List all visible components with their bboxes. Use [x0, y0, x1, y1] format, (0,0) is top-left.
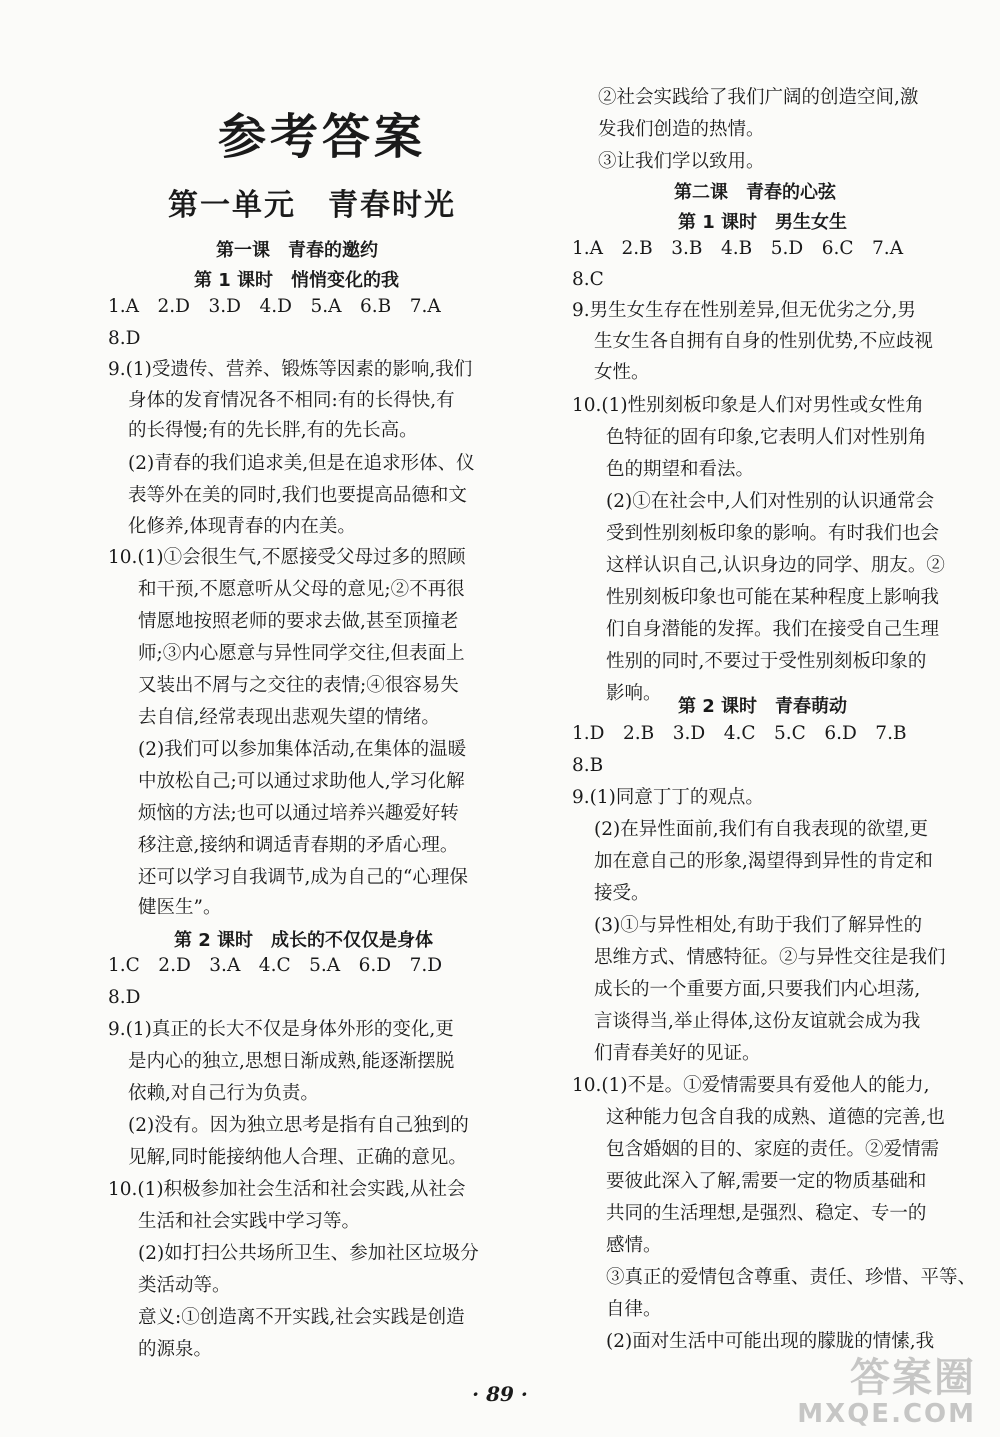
answer-line: 9.(1)受遗传、营养、锻炼等因素的影响,我们 [108, 359, 473, 380]
answer-line: 移注意,接纳和调适青春期的矛盾心理。 [138, 835, 459, 856]
answer-line: 健医生”。 [138, 897, 222, 918]
answer-line: (2)面对生活中可能出现的朦胧的情愫,我 [606, 1331, 935, 1352]
answer-line: 共同的生活理想,是强烈、稳定、专一的 [606, 1203, 927, 1224]
lesson-heading: 第一课 青春的邀约 [216, 240, 378, 261]
answer-line: 感情。 [606, 1235, 662, 1256]
watermark [797, 1357, 976, 1429]
answer-line: 中放松自己;可以通过求助他人,学习化解 [138, 771, 465, 792]
period-heading: 第 1 课时 悄悄变化的我 [194, 270, 400, 291]
answer-line: 8.C [572, 269, 604, 290]
answer-line: 9.(1)真正的长大不仅是身体外形的变化,更 [108, 1019, 454, 1040]
answer-line: 的长得慢;有的先长胖,有的先长高。 [128, 420, 418, 441]
answer-line: 包含婚姻的目的、家庭的责任。②爱情需 [606, 1139, 940, 1160]
answer-line: 意义:①创造离不开实践,社会实践是创造 [138, 1307, 465, 1328]
answer-line: 表等外在美的同时,我们也要提高品德和文 [128, 485, 467, 506]
answer-line: 还可以学习自我调节,成为自己的“心理保 [138, 867, 468, 888]
answer-line: 的源泉。 [138, 1339, 213, 1360]
answer-line: 生女生各自拥有自身的性别优势,不应歧视 [594, 331, 933, 352]
answer-line: 又装出不屑与之交往的表情;④很容易失 [138, 675, 459, 696]
answer-line: 见解,同时能接纳他人合理、正确的意见。 [128, 1147, 467, 1168]
answer-line: 1.D 2.B 3.D 4.C 5.C 6.D 7.B [572, 723, 907, 744]
answer-line: 8.D [108, 987, 141, 1008]
answer-line: 和干预,不愿意听从父母的意见;②不再很 [138, 579, 465, 600]
answer-line: 成长的一个重要方面,只要我们内心坦荡, [594, 979, 921, 1000]
answer-line: 影响。 [606, 683, 662, 704]
answer-line: 受到性别刻板印象的影响。有时我们也会 [606, 523, 940, 544]
answer-line: 思维方式、情感特征。②与异性交往是我们 [594, 947, 946, 968]
answer-line: 身体的发育情况各不相同:有的长得快,有 [128, 390, 455, 411]
page-number: · 89 · [472, 1382, 528, 1406]
answer-line: 要彼此深入了解,需要一定的物质基础和 [606, 1171, 927, 1192]
watermark-url: MXQE.COM [797, 1399, 976, 1429]
answer-line: ③让我们学以致用。 [598, 151, 765, 172]
answer-line: 是内心的独立,思想日渐成熟,能逐渐摆脱 [128, 1051, 455, 1072]
answer-line: (2)在异性面前,我们有自我表现的欲望,更 [594, 819, 928, 840]
answer-line: 们青春美好的见证。 [594, 1043, 761, 1064]
answer-line: 们自身潜能的发挥。我们在接受自己生理 [606, 619, 940, 640]
answer-line: (3)①与异性相处,有助于我们了解异性的 [594, 915, 923, 936]
answer-line: 9.男生女生存在性别差异,但无优劣之分,男 [572, 300, 916, 321]
answer-line: 依赖,对自己行为负责。 [128, 1083, 319, 1104]
answer-line: 接受。 [594, 883, 650, 904]
watermark-logo-text: 答案圈 [850, 1355, 976, 1401]
answer-line: 10.(1)性别刻板印象是人们对男性或女性角 [572, 395, 924, 416]
period-heading: 第 2 课时 成长的不仅仅是身体 [174, 930, 434, 951]
answer-line: 这种能力包含自我的成熟、道德的完善,也 [606, 1107, 945, 1128]
lesson-heading: 第二课 青春的心弦 [674, 182, 836, 203]
answer-line: 类活动等。 [138, 1275, 231, 1296]
answer-line: 性别刻板印象也可能在某种程度上影响我 [606, 587, 940, 608]
answer-line: 性别的同时,不要过于受性别刻板印象的 [606, 651, 927, 672]
answer-line: 生活和社会实践中学习等。 [138, 1211, 361, 1232]
answer-line: (2)如打扫公共场所卫生、参加社区垃圾分 [138, 1243, 479, 1264]
answer-line: 8.B [572, 755, 604, 776]
answer-line: 言谈得当,举止得体,这份友谊就会成为我 [594, 1011, 921, 1032]
answer-line: 8.D [108, 328, 141, 349]
answer-line: 女性。 [594, 362, 650, 383]
answer-line: 1.A 2.D 3.D 4.D 5.A 6.B 7.A [108, 296, 441, 317]
answer-line: 发我们创造的热情。 [598, 119, 765, 140]
answer-line: 1.A 2.B 3.B 4.B 5.D 6.C 7.A [572, 238, 904, 259]
answer-line: 化修养,体现青春的内在美。 [128, 516, 356, 537]
unit-heading: 第一单元 青春时光 [168, 188, 456, 223]
answer-line: 情愿地按照老师的要求去做,甚至顶撞老 [138, 611, 459, 632]
answer-line: 去自信,经常表现出悲观失望的情绪。 [138, 707, 440, 728]
answer-line: 自律。 [606, 1299, 662, 1320]
answer-line: 1.C 2.D 3.A 4.C 5.A 6.D 7.D [108, 955, 443, 976]
answer-line: (2)没有。因为独立思考是指有自己独到的 [128, 1115, 469, 1136]
answer-line: 10.(1)①会很生气,不愿接受父母过多的照顾 [108, 547, 466, 568]
answer-line: (2)①在社会中,人们对性别的认识通常会 [606, 491, 935, 512]
answer-line: 烦恼的方法;也可以通过培养兴趣爱好转 [138, 803, 459, 824]
answer-line: 10.(1)不是。①爱情需要具有爱他人的能力, [572, 1075, 930, 1096]
answer-line: 色特征的固有印象,它表明人们对性别角 [606, 427, 927, 448]
period-heading: 第 2 课时 青春萌动 [678, 696, 848, 717]
answer-line: ②社会实践给了我们广阔的创造空间,激 [598, 87, 919, 108]
period-heading: 第 1 课时 男生女生 [678, 212, 848, 233]
answer-line: 师;③内心愿意与异性同学交往,但表面上 [138, 643, 465, 664]
answer-line: ③真正的爱情包含尊重、责任、珍惜、平等、 [606, 1267, 977, 1288]
page-title: 参考答案 [218, 109, 427, 165]
answer-line: 9.(1)同意丁丁的观点。 [572, 787, 764, 808]
answer-line: 加在意自己的形象,渴望得到异性的肯定和 [594, 851, 933, 872]
answer-line: 10.(1)积极参加社会生活和社会实践,从社会 [108, 1179, 466, 1200]
answer-line: (2)青春的我们追求美,但是在追求形体、仪 [128, 453, 475, 474]
answer-line: 这样认识自己,认识身边的同学、朋友。② [606, 555, 945, 576]
answer-line: (2)我们可以参加集体活动,在集体的温暖 [138, 739, 467, 760]
answer-line: 色的期望和看法。 [606, 459, 755, 480]
